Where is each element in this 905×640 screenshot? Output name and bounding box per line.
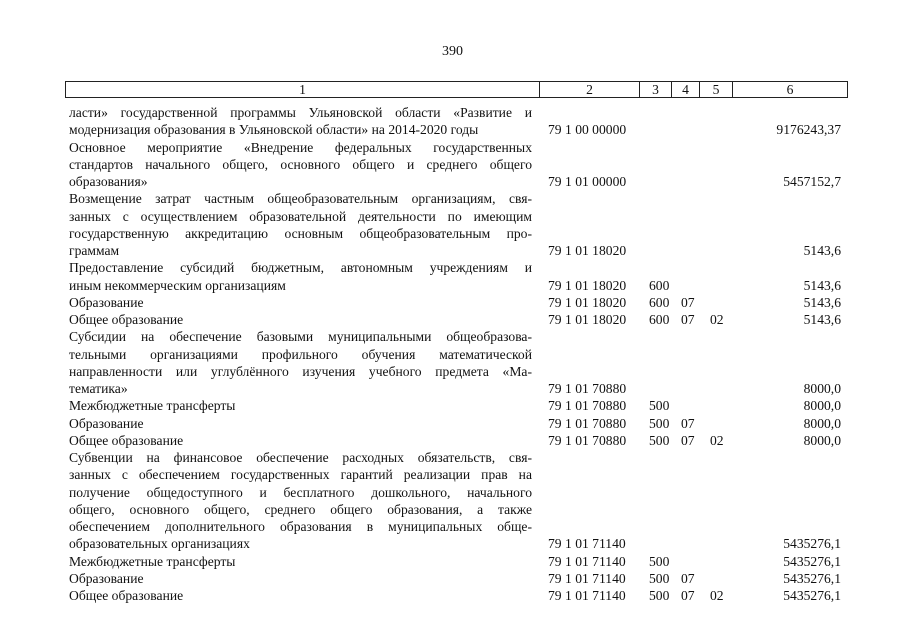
table-row [0, 363, 905, 380]
row-description: занных с осуществлением образовательной деятельности по имеющим [69, 208, 532, 224]
row-col-4: 07 [681, 415, 695, 431]
table-row [0, 190, 905, 207]
row-description: образовательных организациях [69, 536, 250, 552]
row-amount: 8000,0 [803, 381, 841, 396]
header-col-3: 3 [639, 82, 671, 97]
table-row [0, 156, 905, 173]
table-row [0, 139, 905, 156]
row-amount: 5435276,1 [783, 553, 841, 569]
header-col-2: 2 [539, 82, 639, 97]
row-description: тельными организациями профильного обучения математической [69, 346, 532, 362]
row-description: Общее образование [69, 588, 184, 603]
row-col-3: 600 [649, 277, 670, 293]
header-col-5: 5 [699, 82, 732, 97]
row-code: 79 1 01 71140 [548, 588, 626, 603]
row-col-4: 07 [681, 432, 695, 448]
table-header [65, 81, 848, 98]
table-row [0, 277, 905, 294]
table-row [0, 259, 905, 276]
row-col-3: 500 [649, 553, 670, 569]
row-description: получение общедоступного и бесплатного дошкольного, начального [69, 484, 532, 500]
table-row [0, 173, 905, 190]
header-col-1: 1 [299, 82, 306, 97]
table-row [0, 570, 905, 587]
table-row [0, 311, 905, 328]
row-col-3: 500 [649, 398, 670, 414]
table-row [0, 415, 905, 432]
row-amount: 5435276,1 [783, 536, 841, 552]
table-row [0, 346, 905, 363]
row-code: 79 1 01 18020 [548, 294, 627, 310]
row-amount: 5143,6 [803, 312, 841, 327]
row-description: направленности или углублённого изучения учебного предмета «Ма- [69, 363, 532, 379]
row-col-5: 02 [710, 432, 724, 448]
row-description: Возмещение затрат частным общеобразовательным организациям, свя- [69, 191, 532, 207]
table-row [0, 535, 905, 552]
row-col-3: 600 [649, 294, 670, 310]
row-description: обеспечением дополнительного образования в муниципальных обще- [69, 519, 532, 534]
row-description: модернизация образования в Ульяновской области» на 2014-2020 годы [69, 122, 479, 138]
table-row [0, 242, 905, 259]
row-amount: 9176243,37 [776, 122, 841, 138]
table-row [0, 449, 905, 466]
table-row [0, 466, 905, 483]
row-description: Субсидии на обеспечение базовыми муниципальными общеобразова- [69, 329, 532, 345]
page-number: 390 [442, 44, 463, 59]
row-col-3: 500 [649, 432, 670, 448]
table-row [0, 208, 905, 225]
table-row [0, 484, 905, 501]
row-description: стандартов начального общего, основного общего и среднего общего [69, 156, 532, 172]
row-description: тематика» [69, 381, 128, 396]
table-row [0, 225, 905, 242]
row-amount: 8000,0 [803, 398, 841, 414]
table-row [0, 553, 905, 570]
row-description: Общее образование [69, 312, 184, 327]
row-description: граммам [69, 243, 120, 258]
row-description: Межбюджетные трансферты [69, 398, 236, 414]
row-description: общего, основного общего, среднего общего образования, а также [69, 501, 532, 517]
table-row [0, 501, 905, 518]
row-amount: 5143,6 [803, 243, 841, 258]
row-description: Предоставление субсидий бюджетным, автономным учреждениям и [69, 260, 532, 276]
row-code: 79 1 01 70880 [548, 415, 627, 431]
row-code: 79 1 01 18020 [548, 243, 627, 258]
row-col-4: 07 [681, 294, 695, 310]
row-col-3: 500 [649, 570, 670, 586]
row-description: государственную аккредитацию основным общеобразовательным про- [69, 225, 532, 241]
row-col-4: 07 [681, 570, 695, 586]
row-amount: 5143,6 [803, 294, 841, 310]
table-row [0, 518, 905, 535]
row-amount: 8000,0 [803, 432, 841, 448]
row-description: Основное мероприятие «Внедрение федеральных государственных [69, 139, 532, 155]
table-row [0, 121, 905, 138]
table-row [0, 432, 905, 449]
row-code: 79 1 01 70880 [548, 398, 627, 414]
row-col-3: 500 [649, 415, 670, 431]
row-code: 79 1 01 71140 [548, 536, 626, 552]
row-code: 79 1 01 71140 [548, 553, 626, 569]
row-amount: 8000,0 [803, 415, 841, 431]
row-description: занных с обеспечением государственных гарантий реализации прав на [69, 467, 532, 483]
row-description: Образование [69, 570, 144, 586]
table-row [0, 587, 905, 604]
table-row [0, 328, 905, 345]
row-description: Субвенции на финансовое обеспечение расходных обязательств, свя- [69, 450, 532, 465]
row-description: Межбюджетные трансферты [69, 553, 236, 569]
row-amount: 5457152,7 [783, 174, 841, 189]
row-amount: 5435276,1 [783, 570, 841, 586]
row-description: Общее образование [69, 432, 184, 448]
header-col-6: 6 [732, 82, 847, 97]
table-row [0, 294, 905, 311]
row-code: 79 1 01 71140 [548, 570, 626, 586]
row-code: 79 1 01 70880 [548, 381, 627, 396]
row-description: Образование [69, 415, 144, 431]
table-row [0, 380, 905, 397]
row-description: ласти» государственной программы Ульяновской области «Развитие и [69, 105, 532, 120]
row-col-5: 02 [710, 312, 724, 327]
row-code: 79 1 00 00000 [548, 122, 627, 138]
row-code: 79 1 01 18020 [548, 312, 627, 327]
row-col-3: 500 [649, 588, 670, 603]
row-description: Образование [69, 294, 144, 310]
row-col-4: 07 [681, 588, 695, 603]
row-description: иным некоммерческим организациям [69, 277, 286, 293]
table-row [0, 397, 905, 414]
row-col-3: 600 [649, 312, 670, 327]
row-amount: 5143,6 [803, 277, 841, 293]
row-code: 79 1 01 00000 [548, 174, 627, 189]
row-col-5: 02 [710, 588, 724, 603]
row-amount: 5435276,1 [783, 588, 841, 603]
row-code: 79 1 01 70880 [548, 432, 627, 448]
header-col-4: 4 [671, 82, 699, 97]
table-row [0, 104, 905, 121]
row-col-4: 07 [681, 312, 695, 327]
row-code: 79 1 01 18020 [548, 277, 627, 293]
row-description: образования» [69, 174, 148, 189]
